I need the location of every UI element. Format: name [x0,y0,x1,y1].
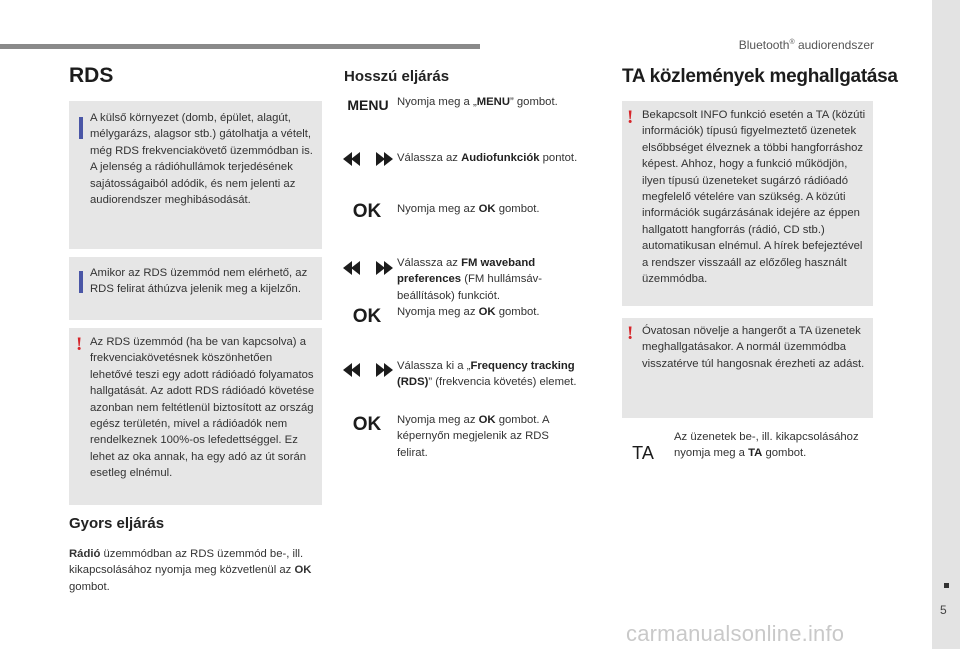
menu-button-icon: MENU [347,97,389,113]
page-side-strip [932,0,960,649]
note-text: Amikor az RDS üzemmód nem elérhető, az RDS felirat áthúzva jelenik meg a kijelzőn. [90,267,308,296]
note-text: A külső környezet (domb, épület, alagút, mélygarázs, alagsor stb.) gátolhatja a vételt, még RDS frekvenciakövető üzemmódban is. A jelenség a rádióhullámok terjedésének sajátosságaiból adódik, és nem jelenti az audiorendszer meghibásodását. [90,112,313,207]
ok-button-icon: OK [352,306,382,327]
step-7: Nyomja meg az OK gombot. A képernyőn megjelenik az RDS felirat. [397,414,549,459]
warning-icon: ! [627,107,634,128]
quick-procedure-text: Rádió üzemmódban az RDS üzemmód be-, ill. kikapcsolásához nyomja meg közvetlenül az OK gombot. [69,548,312,593]
watermark: carmanualsonline.info [626,621,845,646]
warning-icon: ! [76,334,83,355]
arrows-left-right-icon [343,152,393,166]
note-text: Bekapcsolt INFO funkció esetén a TA (közúti információk) típusú figyelmeztető üzenetek elsőbbséget élveznek a többi hangforráshoz képest. Ahhoz, hogy a funkció működjön, ilyen típusú üzeneteket sugárzó rádióadó megfelelő vételére van szükség. A közúti információk sugárzásának idejére az éppen hallgatott hangforrás (rádió, CD stb.) automatikusan elnémul. A hírek befejeztével a rendszer visszaáll az előzőleg használt üzemmódba. [642,109,866,286]
info-note-2 [69,257,322,320]
warning-icon: ! [627,323,634,344]
note-text: Óvatosan növelje a hangerőt a TA üzenetek meghallgatásakor. A normál üzemmódba visszatérve túl hangosnak érezheti az adást. [642,325,865,370]
step-6: Válassza ki a „Frequency tracking (RDS)” (frekvencia követés) elemet. [397,360,577,389]
ok-button-icon: OK [352,201,382,222]
page-number: 5 [940,603,947,617]
info-icon [79,117,83,139]
warning-note-ta-1 [622,101,873,306]
ta-button-icon: TA [632,443,654,463]
page-marker [944,583,949,588]
warning-note-rds [69,328,322,505]
arrows-left-right-icon [343,261,393,275]
step-2: Válassza az Audiofunkciók pontot. [397,152,578,164]
ok-button-icon: OK [352,414,382,435]
section-title: Bluetooth® audiorendszer [738,38,874,52]
step-3: Nyomja meg az OK gombot. [397,203,540,215]
warning-note-ta-2 [622,318,873,418]
arrows-left-right-icon [343,363,393,377]
step-1: Nyomja meg a „MENU” gombot. [397,96,558,108]
ta-instruction: Az üzenetek be-, ill. kikapcsolásához nyomja meg a TA gombot. [674,431,859,460]
rds-title: RDS [69,64,114,87]
long-procedure-title: Hosszú eljárás [344,68,450,85]
step-5: Nyomja meg az OK gombot. [397,306,540,318]
info-icon [79,271,83,293]
quick-procedure-title: Gyors eljárás [69,515,165,532]
step-4: Válassza az FM waveband preferences (FM hullámsáv-beállítások) funkciót. [397,257,543,302]
info-note-1 [69,101,322,249]
header-rule [0,44,480,49]
ta-section-title: TA közlemények meghallgatása [622,66,898,87]
note-text: Az RDS üzemmód (ha be van kapcsolva) a frekvenciakövetésnek köszönhetően lehetővé teszi egy adott rádióadó folyamatos hallgatását. Az adott RDS rádióadó követése azonban nem feltétlenül biztosított az ország egész területén, mivel a rádióadók nem rendelkeznek 100%-os lefedettséggel. Ez lehet az oka annak, ha egy adó az út során esetleg elnémul. [90,336,315,480]
